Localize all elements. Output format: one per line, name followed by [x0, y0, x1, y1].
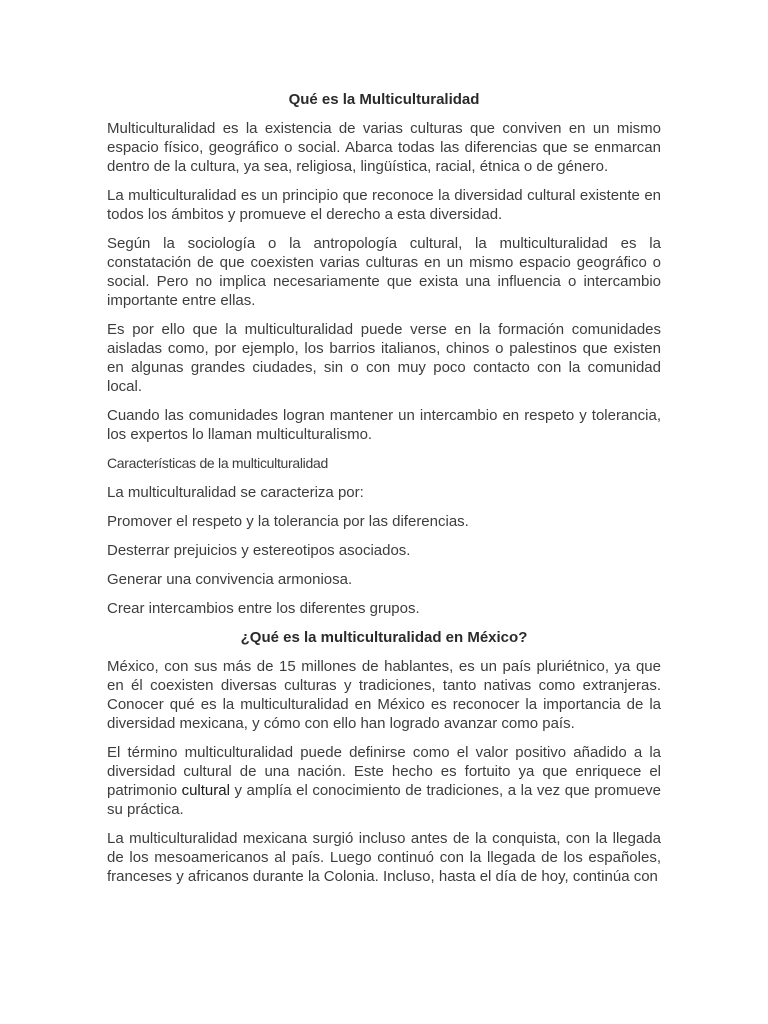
text-run: El término multiculturalidad puede definirse como el valor positivo añadido a la diversidad cultural de una nación. Este hecho es fortuito ya que enriquece el patrimonio	[107, 744, 661, 799]
paragraph	[107, 743, 661, 819]
characteristic-item: Crear intercambios entre los diferentes grupos.	[107, 600, 420, 617]
paragraph: Multiculturalidad es la existencia de varias culturas que conviven en un mismo espacio físico, geográfico o social. Abarca todas las diferencias que se enmarcan dentro de la cultura, ya sea, religiosa, lingüística, racial, étnica o de género.	[107, 120, 661, 175]
paragraph: La multiculturalidad es un principio que reconoce la diversidad cultural existente en todos los ámbitos y promueve el derecho a esta diversidad.	[107, 187, 661, 223]
characteristics-intro: La multiculturalidad se caracteriza por:	[107, 484, 364, 501]
cultural-link[interactable]: cultural	[181, 782, 230, 799]
characteristics-heading: Características de la multiculturalidad	[107, 455, 328, 471]
characteristic-item: Generar una convivencia armoniosa.	[107, 571, 353, 588]
section-subtitle: ¿Qué es la multiculturalidad en México?	[240, 629, 528, 646]
paragraph: La multiculturalidad mexicana surgió incluso antes de la conquista, con la llegada de los mesoamericanos al país. Luego continuó con la llegada de los españoles, franceses y africanos durante la Colonia. Incluso, hasta el día de hoy, continúa con	[107, 830, 661, 885]
characteristic-item: Promover el respeto y la tolerancia por las diferencias.	[107, 513, 469, 530]
paragraph: México, con sus más de 15 millones de hablantes, es un país pluriétnico, ya que en él coexisten diversas culturas y tradiciones, tanto nativas como extranjeras. Conocer qué es la multiculturalidad en México es reconocer la importancia de la diversidad mexicana, y cómo con ello han logrado avanzar como país.	[107, 658, 661, 732]
document-title: Qué es la Multiculturalidad	[288, 91, 480, 108]
paragraph: Es por ello que la multiculturalidad puede verse en la formación comunidades aisladas como, por ejemplo, los barrios italianos, chinos o palestinos que existen en algunas grandes ciudades, sin o con muy poco contacto con la comunidad local.	[107, 321, 661, 395]
document-body	[107, 90, 661, 896]
paragraph: Cuando las comunidades logran mantener un intercambio en respeto y tolerancia, los expertos lo llaman multiculturalismo.	[107, 407, 661, 443]
paragraph: Según la sociología o la antropología cultural, la multiculturalidad es la constatación de que coexisten varias culturas en un mismo espacio geográfico o social. Pero no implica necesariamente que exista una influencia o intercambio importante entre ellas.	[107, 235, 661, 309]
characteristic-item: Desterrar prejuicios y estereotipos asociados.	[107, 542, 411, 559]
text-run: y amplía el conocimiento de tradiciones, a la vez que promueve su práctica.	[107, 782, 662, 818]
